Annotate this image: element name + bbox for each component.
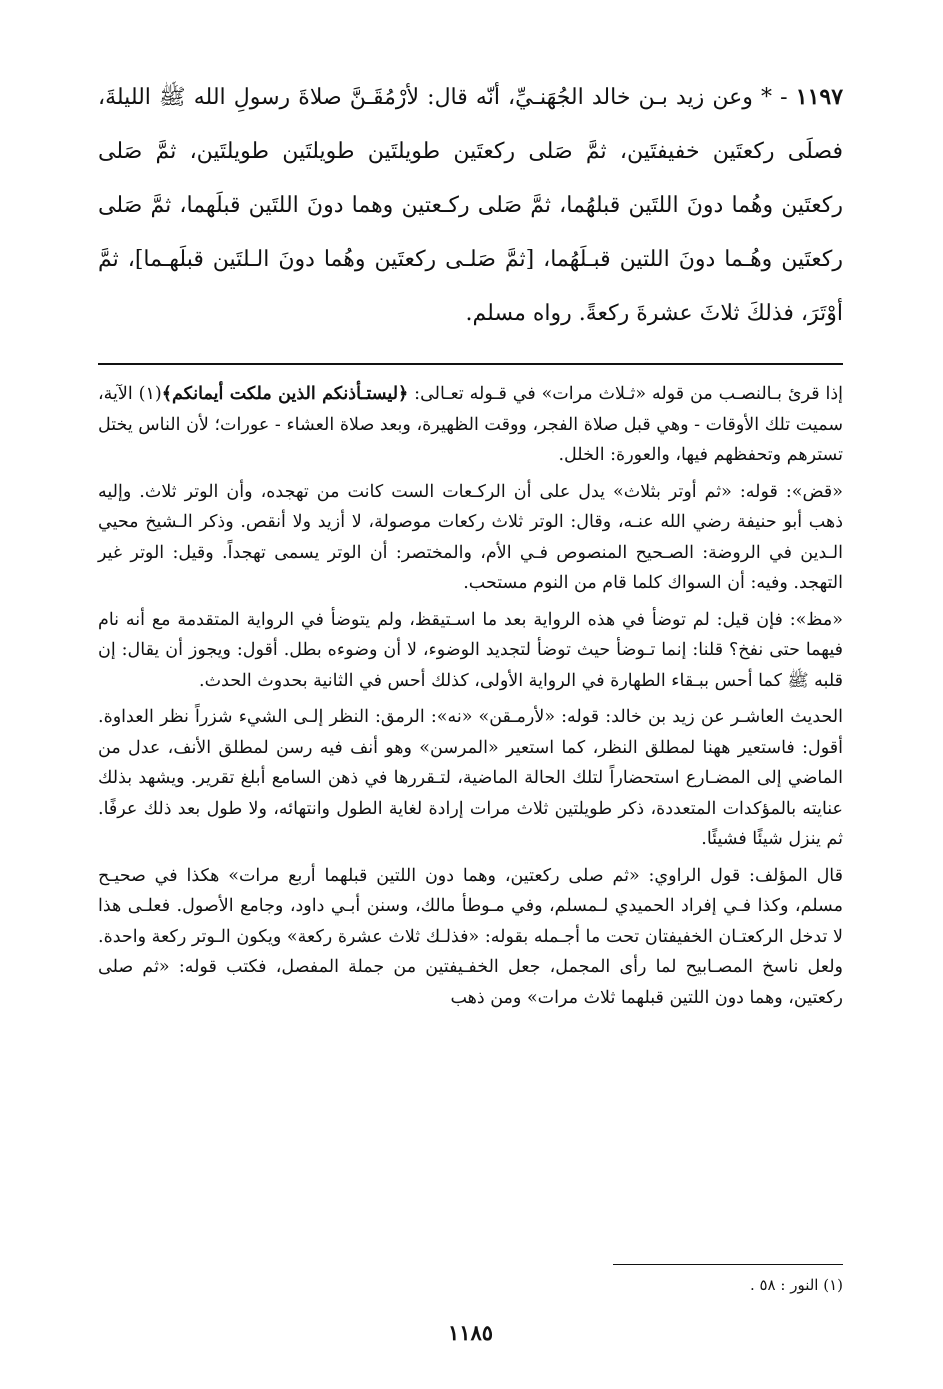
quran-quote: ﴿ليستـأذنكم الذين ملكت أيمانكم﴾ [161, 384, 409, 404]
footnote: (١) النور : ٥٨ . [749, 1276, 843, 1294]
commentary-p1-text2: (١) الآية، سميت تلك الأوقات - وهي قبل صلاة الفجر، ووقت الظهيرة، وبعد صلاة العشاء - عورات؛ لأن الناس يختل تسترهم وتحفظهم فيها، والعورة: الخلل. [98, 384, 843, 465]
page-number: ١١٨٥ [447, 1320, 494, 1345]
commentary-paragraph-4: الحديث العاشـر عن زيد بن خالد: قوله: «لأرمـقن» «نه»: الرمق: النظر إلـى الشيء شزراً نظر العداوة. أقول: فاستعير ههنا لمطلق النظر، كما استعير «المرسن» وهو أنف فيه رسن لمطلق الأنف، عدل من الماضي إلى المضـارع استحضاراً لتلك الحالة الماضية، لتـقررها في ذهن السامع أبلغ تقرير. ويشهد بذلك عنايته بالمؤكدات المتعددة، ذكر طويلتين ثلاث مرات إرادة لغاية الطول وانتهائه، ولا طول بعد ذلك عرفًا. ثم ينزل شيئًا فشيئًا. [98, 707, 843, 849]
commentary-paragraph-2: «قض»: قوله: «ثم أوتر بثلاث» يدل على أن الركـعات الست كانت من تهجده، وأن الوتر ثلاث. وإليه ذهب أبو حنيفة رضي الله عنـه، وقال: الوتر ثلاث ركعات موصولة، لا أزيد ولا أنقص. وذكر الـشيخ محيي الـدين في الروضة: الصـحيح المنصوص فـي الأم، والمختصر: أن الوتر يسمى تهجداً. وقيل: الوتر غير التهجد. وفيه: أن السواك كلما قام من النوم مستحب. [98, 481, 843, 593]
commentary-paragraph-1 [98, 379, 843, 471]
section-divider [98, 363, 843, 365]
hadith-body: - * وعن زيد بـن خالد الجُهَنـيِّ، أنّه قال: لأرْمُقَـنَّ صلاةَ رسولِ الله ﷺ الليلةَ، فصلَى ركعتَين خفيفتَين، ثمَّ صَلى ركعتَين طويلتَين طويلتَين طويلتَين، ثمَّ صَلى ركعتَين وهُما دونَ اللتَين قبلهُما، ثمَّ صَلى ركـعتين وهما دونَ اللتَين قبلَهما، ثمَّ صَلى ركعتَين وهُـما دونَ اللتين قبـلَهُما، [ثمَّ صَلـى ركعتَين وهُما دونَ الـلتَين قبلَهـما]، ثمَّ أوْتَرَ، فذلكَ ثلاثَ عشرةَ ركعةً. رواه مسلم. [98, 85, 843, 326]
commentary-p1-text1: إذا قرئ بـالنصـب من قوله «ثـلاث مرات» في قـوله تعـالى: [414, 384, 843, 404]
hadith-number: ١١٩٧ [795, 84, 844, 110]
footnote-divider [613, 1264, 843, 1265]
hadith-text [98, 70, 843, 341]
page-content [98, 70, 843, 1389]
commentary-paragraph-5: قال المؤلف: قول الراوي: «ثم صلى ركعتين، وهما دون اللتين قبلهما أربع مرات» هكذا في صحيـح مسلم، وكذا فـي إفراد الحميدي لـمسلم، وفي مـوطأ مالك، وسنن أبـي داود، وجامع الأصول. فعلـى هذا لا تدخل الركعتـان الخفيفتان تحت ما أجـمله بقوله: «فذلـك ثلاث عشرة ركعة» ويكون الـوتر ركعة واحدة. ولعل ناسخ المصـابيح لما رأى المجمل، جعل الخفـيفتين من جملة المفصل، فكتب قوله: «ثم صلى ركعتين، وهما دون اللتين قبلهما ثلاث مرات» ومن ذهب [98, 865, 843, 1008]
commentary-paragraph-3: «مظ»: فإن قيل: لم توضأ في هذه الرواية بعد ما اسـتيقظ، ولم يتوضأ في الرواية المتقدمة مع أنه نام فيهما حتى نفخ؟ قلنا: إنما تـوضأ حيث توضأ لتجديد الوضوء، لا أن وضوءه بطل. أقول: ويجوز أن يقال: إن قلبه ﷺ كما أحس ببـقاء الطهارة في الرواية الأولى، كذلك أحس في الثانية بحدوث الحدث. [98, 609, 843, 691]
commentary [98, 379, 843, 1013]
